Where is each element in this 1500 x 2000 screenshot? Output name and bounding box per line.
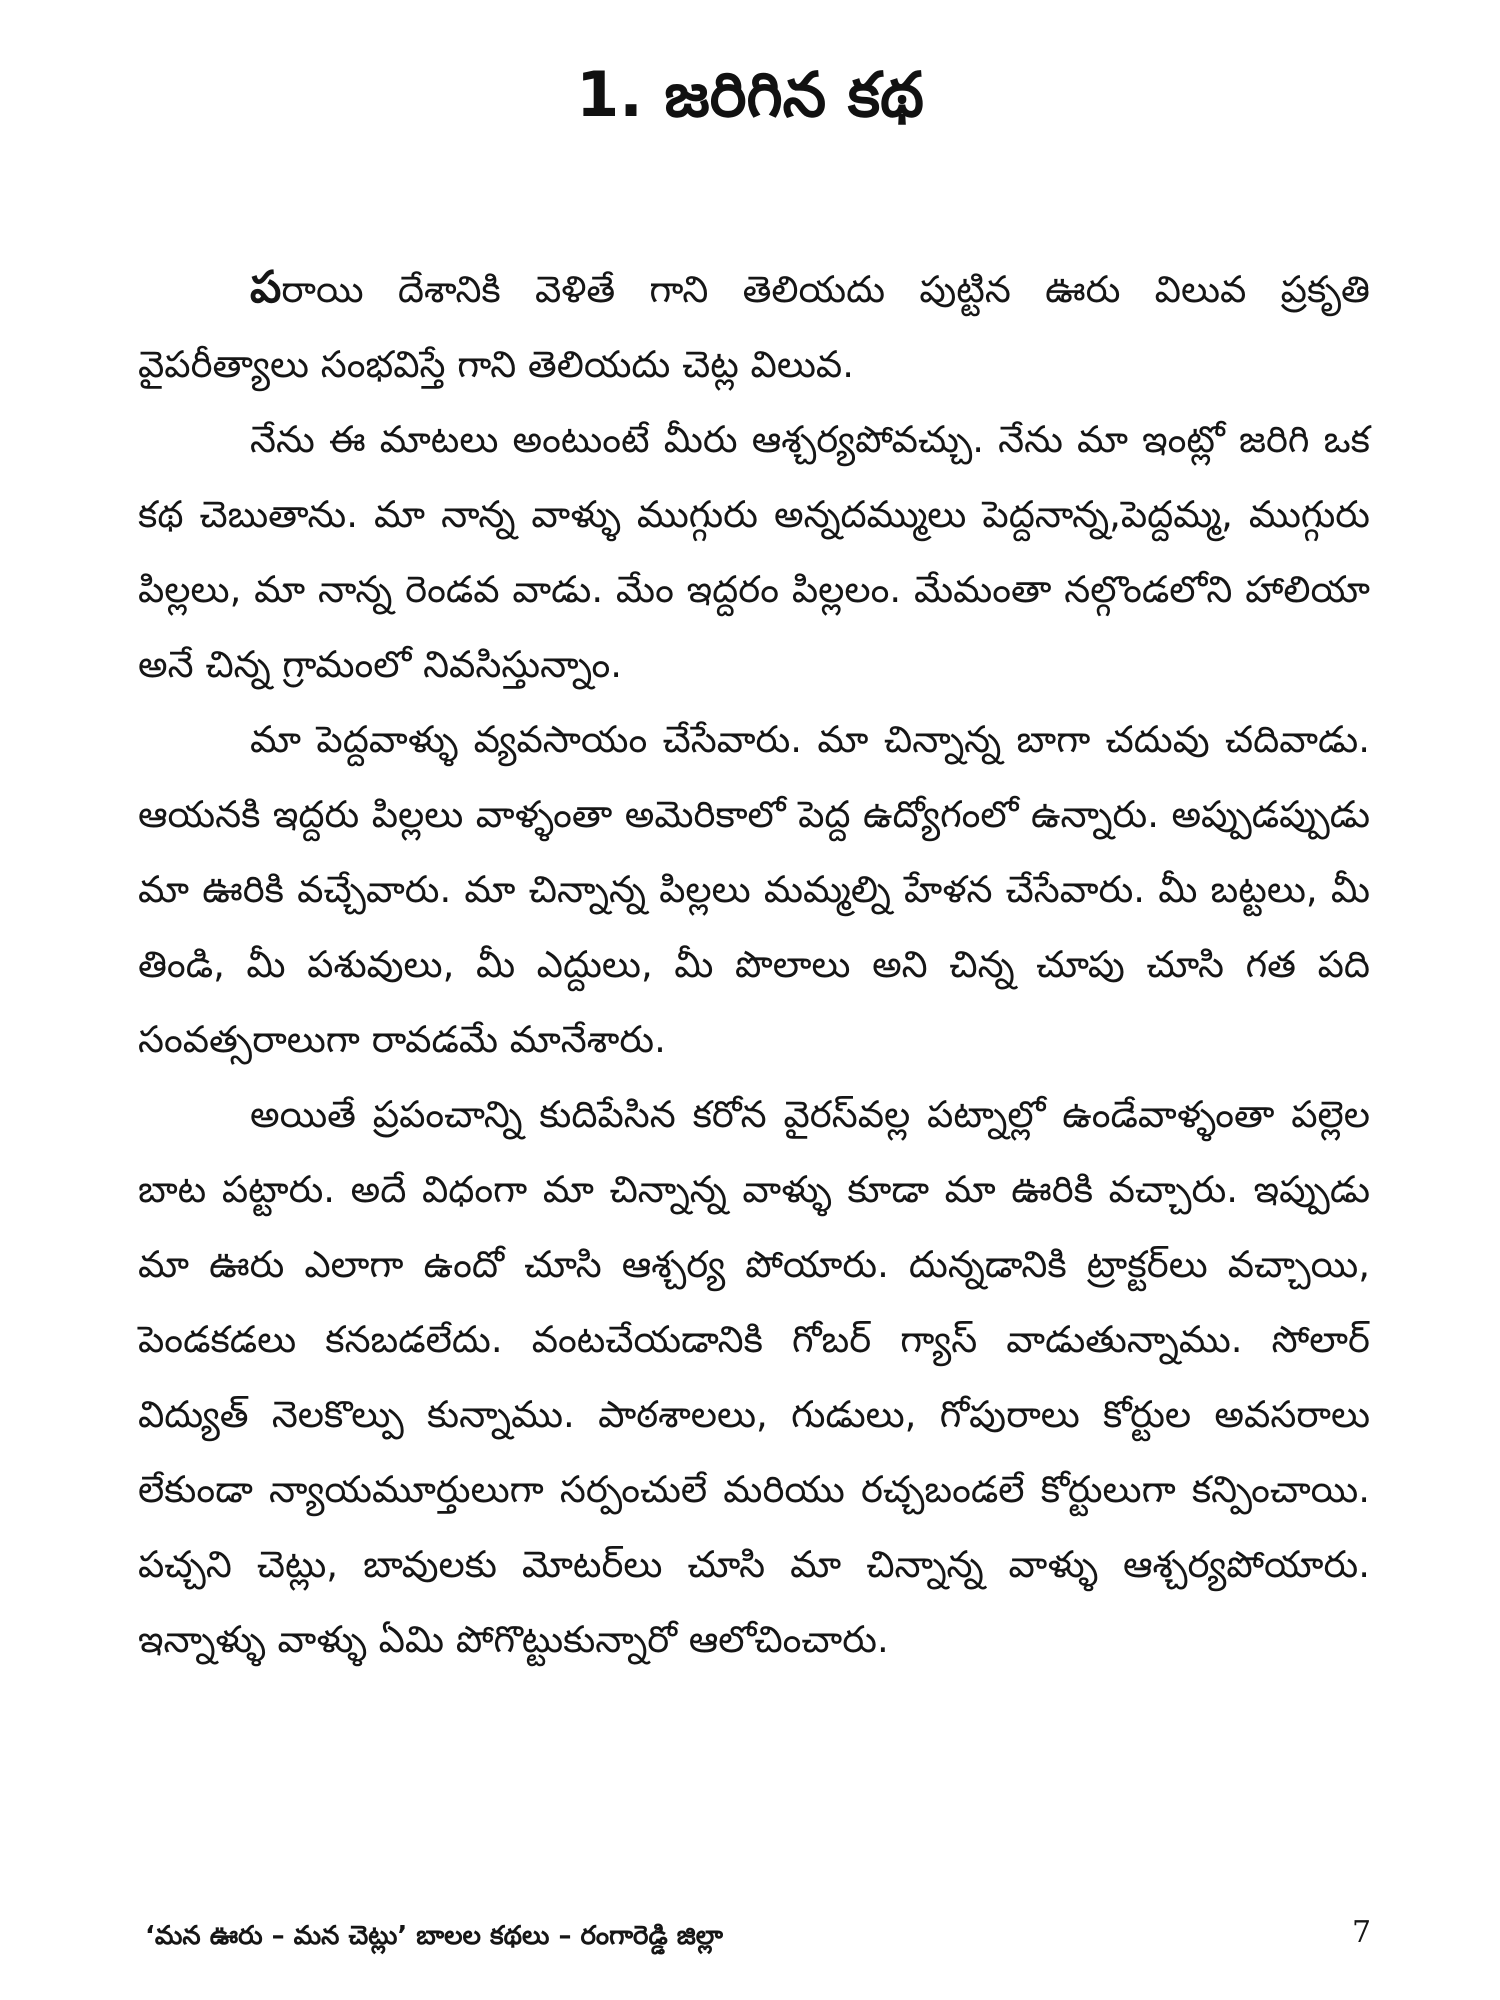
page-footer (0, 1915, 1500, 1965)
paragraph-1 (138, 250, 1370, 402)
book-series-title: ‘మన ఊరు – మన చెట్లు’ బాలల కథలు – రంగారెడ్డి జిల్లా (145, 1921, 723, 1951)
page-number: 7 (1352, 1915, 1372, 1950)
paragraph-2: నేను ఈ మాటలు అంటుంటే మీరు ఆశ్చర్యపోవచ్చు. నేను మా ఇంట్లో జరిగి ఒక కథ చెబుతాను. మా నాన్న వాళ్ళు ముగ్గురు అన్నదమ్ములు పెద్దనాన్న,పెద్దమ్మ, ముగ్గురు పిల్లలు, మా నాన్న రెండవ వాడు. మేం ఇద్దరం పిల్లలం. మేమంతా నల్గొండలోని హాలియా అనే చిన్న గ్రామంలో నివసిస్తున్నాం. (138, 418, 1370, 686)
story-title: 1. జరిగిన కథ (576, 58, 924, 131)
paragraph-4: అయితే ప్రపంచాన్ని కుదిపేసిన కరోన వైరస్‌వల్ల పట్నాల్లో ఉండేవాళ్ళంతా పల్లెల బాట పట్టారు. అదే విధంగా మా చిన్నాన్న వాళ్ళు కూడా మా ఊరికి వచ్చారు. ఇప్పుడు మా ఊరు ఎలాగా ఉందో చూసి ఆశ్చర్య పోయారు. దున్నడానికి ట్రాక్టర్‌లు వచ్చాయి, పెండకడలు కనబడలేదు. వంటచేయడానికి గోబర్ గ్యాస్ వాడుతున్నాము. సోలార్ విద్యుత్ నెలకొల్పు కున్నాము. పాఠశాలలు, గుడులు, గోపురాలు కోర్టుల అవసరాలు లేకుండా న్యాయమూర్తులుగా సర్పంచులే మరియు రచ్చబండలే కోర్టులుగా కన్పించాయి. పచ్చని చెట్లు, బావులకు మోటర్‌లు చూసి మా చిన్నాన్న వాళ్ళు ఆశ్చర్యపోయారు. ఇన్నాళ్ళు వాళ్ళు ఏమి పోగొట్టుకున్నారో ఆలోచించారు. (138, 1093, 1370, 1661)
story-body (138, 250, 1370, 1677)
paragraph-3: మా పెద్దవాళ్ళు వ్యవసాయం చేసేవారు. మా చిన్నాన్న బాగా చదువు చదివాడు. ఆయనకి ఇద్దరు పిల్లలు వాళ్ళంతా అమెరికాలో పెద్ద ఉద్యోగంలో ఉన్నారు. అప్పుడప్పుడు మా ఊరికి వచ్చేవారు. మా చిన్నాన్న పిల్లలు మమ్మల్ని హేళన చేసేవారు. మీ బట్టలు, మీ తిండి, మీ పశువులు, మీ ఎద్దులు, మీ పొలాలు అని చిన్న చూపు చూసి గత పది సంవత్సరాలుగా రావడమే మానేశారు. (138, 718, 1370, 1061)
paragraph-1-text: రాయి దేశానికి వెళితే గాని తెలియదు పుట్టిన ఊరు విలువ ప్రకృతి వైపరీత్యాలు సంభవిస్తే గాని తెలియదు చెట్ల విలువ. (138, 268, 1370, 386)
drop-cap: ప (250, 262, 282, 313)
